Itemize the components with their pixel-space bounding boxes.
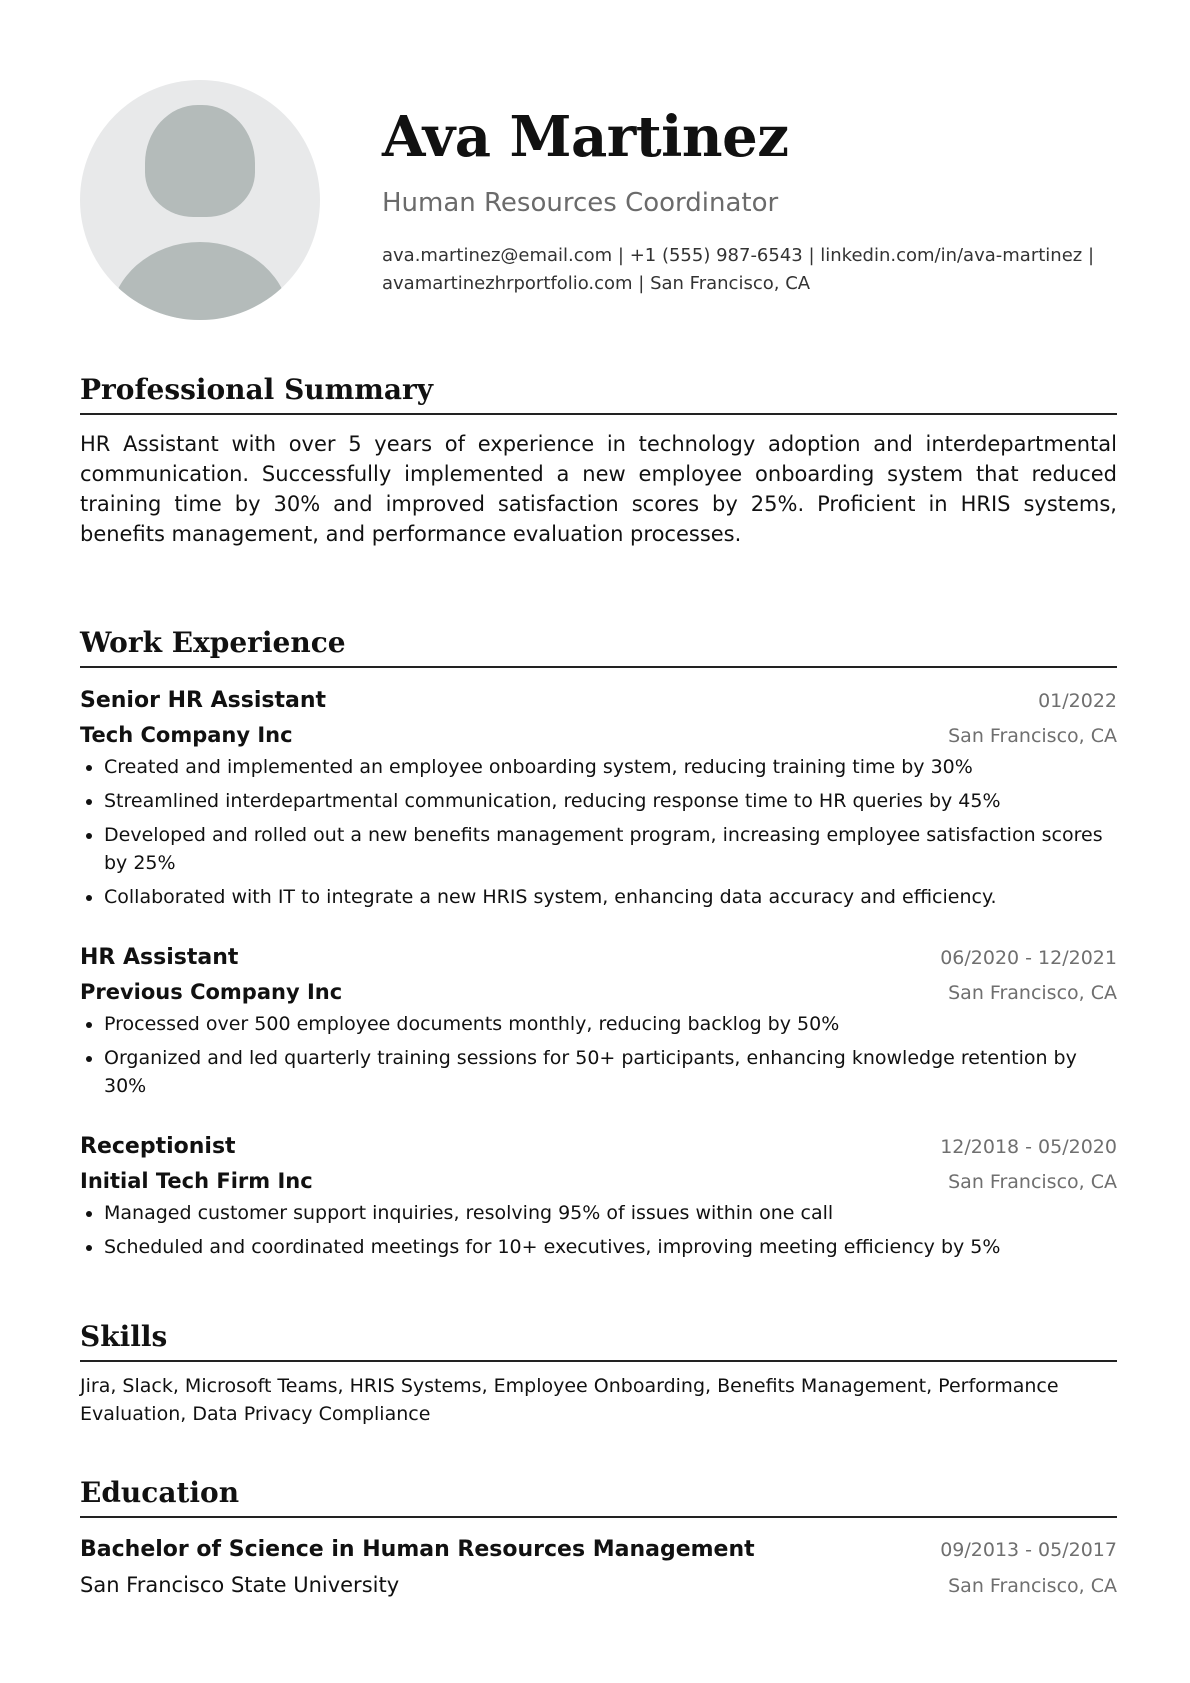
job-entry (80, 684, 1117, 911)
job-bullet (80, 753, 1117, 781)
job-bullets (80, 1199, 1117, 1261)
bullet-dot-icon (86, 1022, 92, 1028)
job-company: Previous Company Inc (80, 980, 343, 1004)
job-date: 12/2018 - 05/2020 (940, 1136, 1117, 1158)
contact-line-1: ava.martinez@email.com | +1 (555) 987-6543 | linkedin.com/in/ava-martinez | (382, 245, 1095, 266)
education-date: 09/2013 - 05/2017 (940, 1539, 1117, 1561)
education-school: San Francisco State University (80, 1573, 400, 1597)
job-date: 01/2022 (1038, 690, 1117, 712)
job-company: Tech Company Inc (80, 723, 293, 747)
summary-heading: Professional Summary (80, 369, 1117, 415)
job-bullet-text: Streamlined interdepartmental communication, reducing response time to HR queries by 45% (104, 790, 1001, 812)
job-location: San Francisco, CA (948, 1171, 1117, 1193)
job-bullet-text: Developed and rolled out a new benefits management program, increasing employee satisfaction scores by 25% (104, 824, 1103, 874)
education-heading: Education (80, 1472, 1117, 1518)
job-bullet (80, 1010, 1117, 1038)
job-company-row (80, 975, 1117, 1010)
bullet-dot-icon (86, 1056, 92, 1062)
job-bullet-text: Processed over 500 employee documents monthly, reducing backlog by 50% (104, 1013, 840, 1035)
job-bullet (80, 1233, 1117, 1261)
job-bullet (80, 1199, 1117, 1227)
bullet-dot-icon (86, 895, 92, 901)
job-bullet-text: Managed customer support inquiries, resolving 95% of issues within one call (104, 1202, 834, 1224)
resume-header (80, 80, 1117, 320)
job-company-row (80, 718, 1117, 753)
job-company: Initial Tech Firm Inc (80, 1169, 313, 1193)
job-role: Receptionist (80, 1134, 236, 1159)
education-school-row (80, 1568, 1117, 1603)
bullet-dot-icon (86, 1211, 92, 1217)
job-bullet-text: Scheduled and coordinated meetings for 10+ executives, improving meeting efficiency by 5% (104, 1236, 1001, 1258)
job-entry (80, 941, 1117, 1100)
education-degree: Bachelor of Science in Human Resources Management (80, 1537, 755, 1562)
contact-line-2: avamartinezhrportfolio.com | San Francisco, CA (382, 273, 811, 294)
summary-section (80, 369, 1117, 549)
job-role: Senior HR Assistant (80, 688, 326, 713)
job-entry (80, 1130, 1117, 1261)
education-section (80, 1472, 1117, 1603)
resume-page (80, 0, 1117, 1683)
candidate-title: Human Resources Coordinator (382, 188, 779, 218)
job-location: San Francisco, CA (948, 982, 1117, 1004)
bullet-dot-icon (86, 799, 92, 805)
job-company-row (80, 1164, 1117, 1199)
contact-info (382, 242, 1122, 298)
job-header-row (80, 684, 1117, 718)
job-bullet (80, 821, 1117, 877)
job-bullet (80, 1044, 1117, 1100)
job-location: San Francisco, CA (948, 725, 1117, 747)
job-bullet-text: Created and implemented an employee onboarding system, reducing training time by 30% (104, 756, 973, 778)
education-degree-row (80, 1532, 1117, 1568)
job-date: 06/2020 - 12/2021 (940, 947, 1117, 969)
experience-heading: Work Experience (80, 622, 1117, 668)
job-bullets (80, 753, 1117, 911)
experience-section (80, 622, 1117, 1267)
skills-section (80, 1316, 1117, 1428)
bullet-dot-icon (86, 1245, 92, 1251)
job-role: HR Assistant (80, 945, 239, 970)
job-bullet (80, 883, 1117, 911)
job-header-row (80, 1130, 1117, 1164)
job-bullet-text: Collaborated with IT to integrate a new HRIS system, enhancing data accuracy and efficiency. (104, 886, 997, 908)
candidate-name: Ava Martinez (382, 104, 789, 170)
avatar-body-shape (110, 242, 290, 320)
summary-text: HR Assistant with over 5 years of experience in technology adoption and interdepartmental communication. Successfully implemented a new employee onboarding system that reduced training time by 30% and improved satisfaction scores by 25%. Proficient in HRIS systems, benefits management, and performance evaluation processes. (80, 432, 1117, 546)
skills-text: Jira, Slack, Microsoft Teams, HRIS Systems, Employee Onboarding, Benefits Management, Performance Evaluation, Data Privacy Compliance (80, 1375, 1059, 1425)
bullet-dot-icon (86, 765, 92, 771)
job-bullet (80, 787, 1117, 815)
job-bullet-text: Organized and led quarterly training sessions for 50+ participants, enhancing knowledge retention by 30% (104, 1047, 1077, 1097)
job-bullets (80, 1010, 1117, 1100)
skills-heading: Skills (80, 1316, 1117, 1362)
bullet-dot-icon (86, 833, 92, 839)
avatar-head-shape (145, 105, 255, 217)
job-header-row (80, 941, 1117, 975)
avatar-placeholder-icon (80, 80, 320, 320)
education-location: San Francisco, CA (948, 1575, 1117, 1597)
